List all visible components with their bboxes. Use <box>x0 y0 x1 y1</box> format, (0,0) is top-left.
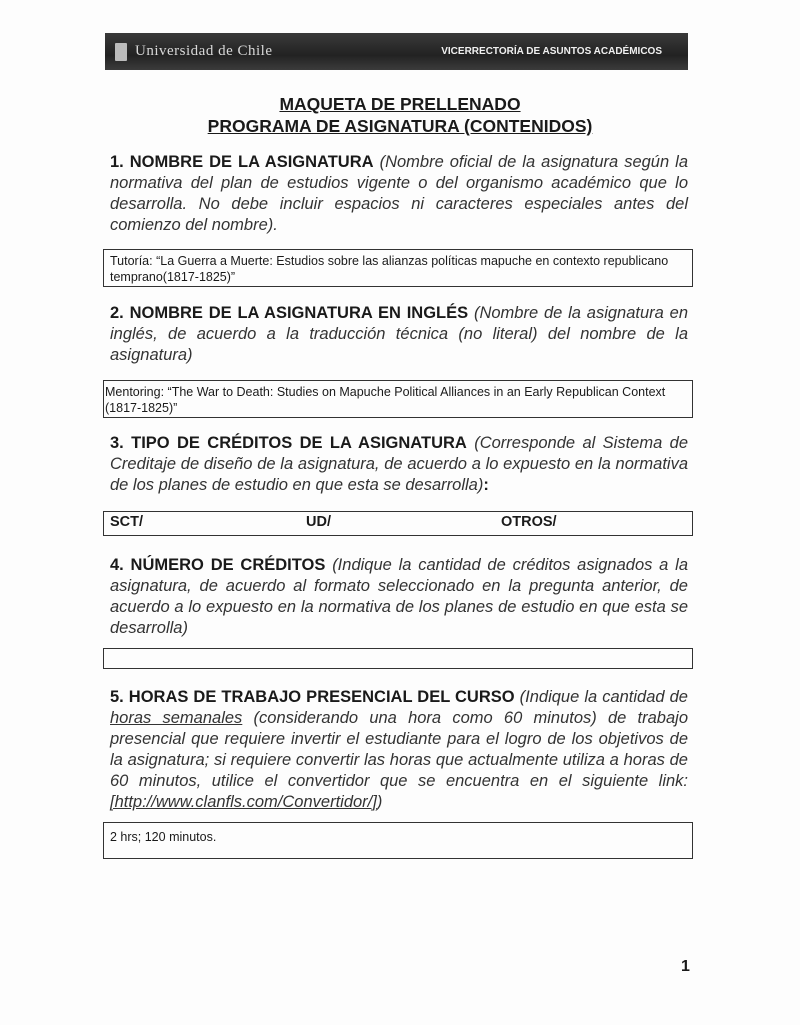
option-otros[interactable]: OTROS/ <box>501 514 557 530</box>
section-heading: 3. TIPO DE CRÉDITOS DE LA ASIGNATURA <box>110 434 467 452</box>
section-note: (Indique la cantidad de créditos asignados a la asignatura, de acuerdo al formato seleccionado en la pregunta anterior, de acuerdo a lo expuesto en la normativa de los planes de estudio en que esta se desarrolla) <box>110 556 689 637</box>
doc-title: MAQUETA DE PRELLENADO <box>279 94 521 114</box>
doc-subtitle: PROGRAMA DE ASIGNATURA (CONTENIDOS) <box>207 116 593 136</box>
section-4 <box>110 555 688 639</box>
course-name-field[interactable]: Tutoría: “La Guerra a Muerte: Estudios sobre las alianzas políticas mapuche en contexto republicano temprano(1817-1825)” <box>103 249 693 287</box>
converter-link[interactable]: [http://www.clanfls.com/Convertidor/] <box>110 793 377 811</box>
letterhead-banner <box>105 33 688 70</box>
option-sct[interactable]: SCT/ <box>110 514 144 530</box>
section-2 <box>110 303 688 366</box>
section-heading: 2. NOMBRE DE LA ASIGNATURA EN INGLÉS <box>110 304 469 322</box>
university-logo <box>115 43 272 61</box>
section-note: (Corresponde al Sistema de Creditaje de diseño de la asignatura, de acuerdo a lo expuesto en la normativa de los planes de estudio en que esta se desarrolla) <box>110 434 688 494</box>
close-paren: ) <box>376 793 383 811</box>
crest-icon <box>115 43 127 61</box>
section-5 <box>110 687 688 813</box>
hours-field[interactable]: 2 hrs; 120 minutos. <box>103 822 693 859</box>
section-heading: 1. NOMBRE DE LA ASIGNATURA <box>110 153 374 171</box>
section-1 <box>110 152 688 236</box>
option-ud[interactable]: UD/ <box>306 514 331 530</box>
credit-type-field[interactable] <box>103 511 693 536</box>
section-heading: 5. HORAS DE TRABAJO PRESENCIAL DEL CURSO <box>110 688 515 706</box>
institution-name: Universidad de Chile <box>135 43 273 59</box>
section-note: (Nombre oficial de la asignatura según la normativa del plan de estudios vigente o del organismo académico que lo desarrolla. No debe incluir espacios ni caracteres especiales antes del comienzo del nombre). <box>110 153 688 234</box>
page-number: 1 <box>681 958 690 975</box>
credit-number-field[interactable] <box>103 648 693 669</box>
colon: : <box>483 476 489 494</box>
section-heading: 4. NÚMERO DE CRÉDITOS <box>110 556 326 574</box>
section-3 <box>110 433 688 496</box>
section-note: (Nombre de la asignatura en inglés, de acuerdo a la traducción técnica (no literal) del nombre de la asignatura) <box>110 304 688 364</box>
section-note: (considerando una hora como 60 minutos) de trabajo presencial que requiere invertir el estudiante para el logro de los objetivos de la asignatura; si requiere convertir las horas que actualmente utiliza a horas de 60 minutos, utilice el convertidor que se encuentra en el siguiente link: <box>110 709 688 790</box>
section-note: (Indique la cantidad de <box>519 688 688 706</box>
underlined-note: horas semanales <box>110 709 243 727</box>
office-name: VICERRECTORÍA DE ASUNTOS ACADÉMICOS <box>441 46 662 57</box>
english-name-field[interactable]: Mentoring: “The War to Death: Studies on Mapuche Political Alliances in an Early Republican Context (1817-1825)” <box>103 380 693 418</box>
